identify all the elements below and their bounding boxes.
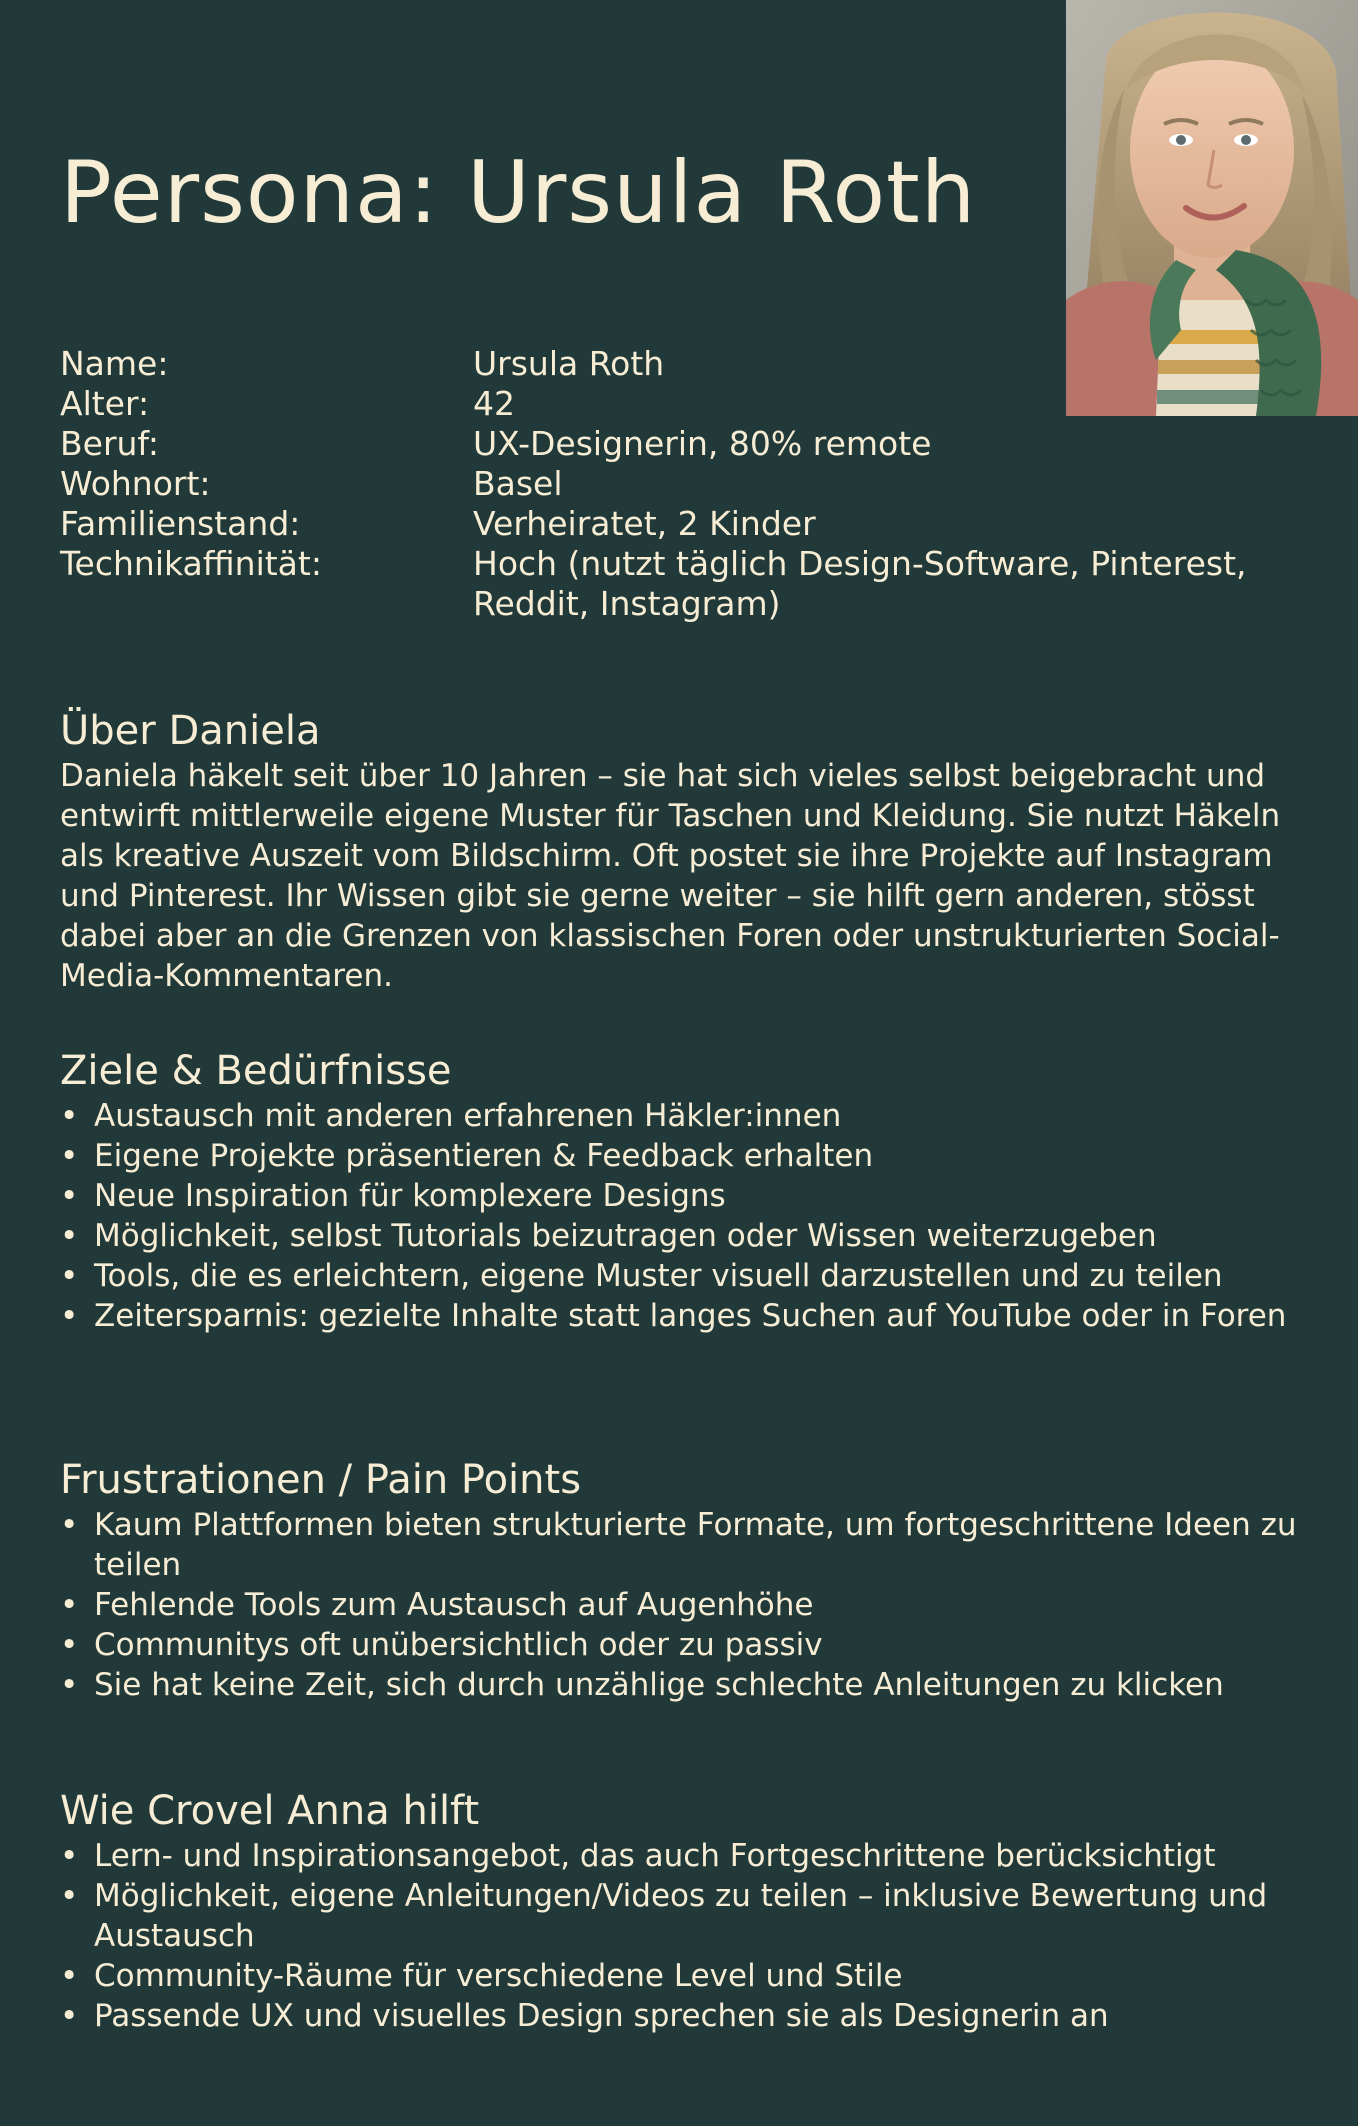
info-row-age xyxy=(60,384,1310,424)
info-row-tech xyxy=(60,544,1310,624)
about-section xyxy=(60,706,1310,996)
pains-list xyxy=(60,1505,1310,1705)
persona-info-table xyxy=(60,344,1310,624)
list-item: • Lern- und Inspirationsangebot, das auch Fortgeschrittene berücksichtigt xyxy=(60,1836,1310,1876)
pains-heading: Frustrationen / Pain Points xyxy=(60,1457,582,1503)
goals-heading: Ziele & Bedürfnisse xyxy=(60,1048,452,1094)
list-item: • Passende UX und visuelles Design sprechen sie als Designerin an xyxy=(60,1996,1310,2036)
info-value: Hoch (nutzt täglich Design-Software, Pinterest, Reddit, Instagram) xyxy=(473,544,1247,623)
list-item: • Sie hat keine Zeit, sich durch unzählige schlechte Anleitungen zu klicken xyxy=(60,1665,1310,1705)
info-label: Alter: xyxy=(60,384,150,423)
info-value: Ursula Roth xyxy=(473,344,665,383)
list-item: • Tools, die es erleichtern, eigene Muster visuell darzustellen und zu teilen xyxy=(60,1256,1310,1296)
info-value: UX-Designerin, 80% remote xyxy=(473,424,932,463)
list-item: • Möglichkeit, selbst Tutorials beizutragen oder Wissen weiterzugeben xyxy=(60,1216,1310,1256)
help-section xyxy=(60,1786,1310,2036)
list-item: • Community-Räume für verschiedene Level und Stile xyxy=(60,1956,1310,1996)
info-label: Technikaffinität: xyxy=(60,544,322,583)
info-label: Beruf: xyxy=(60,424,159,463)
list-item: • Neue Inspiration für komplexere Designs xyxy=(60,1176,1310,1216)
list-item: • Communitys oft unübersichtlich oder zu passiv xyxy=(60,1625,1310,1665)
list-item: • Eigene Projekte präsentieren & Feedback erhalten xyxy=(60,1136,1310,1176)
page-title: Persona: Ursula Roth xyxy=(60,143,977,243)
info-row-job xyxy=(60,424,1310,464)
goals-section xyxy=(60,1046,1310,1336)
help-heading: Wie Crovel Anna hilft xyxy=(60,1788,480,1834)
info-label: Name: xyxy=(60,344,169,383)
help-list xyxy=(60,1836,1310,2036)
info-row-name xyxy=(60,344,1310,384)
list-item: • Zeitersparnis: gezielte Inhalte statt langes Suchen auf YouTube oder in Foren xyxy=(60,1296,1310,1336)
info-label: Familienstand: xyxy=(60,504,301,543)
pains-section xyxy=(60,1455,1310,1705)
info-value: Verheiratet, 2 Kinder xyxy=(473,504,816,543)
about-heading: Über Daniela xyxy=(60,708,321,754)
info-label: Wohnort: xyxy=(60,464,211,503)
list-item: • Kaum Plattformen bieten strukturierte Formate, um fortgeschrittene Ideen zu teilen xyxy=(60,1505,1310,1585)
list-item: • Austausch mit anderen erfahrenen Häkler:innen xyxy=(60,1096,1310,1136)
list-item: • Möglichkeit, eigene Anleitungen/Videos zu teilen – inklusive Bewertung und Austausch xyxy=(60,1876,1310,1956)
info-row-family xyxy=(60,504,1310,544)
goals-list xyxy=(60,1096,1310,1336)
info-value: 42 xyxy=(473,384,515,423)
list-item: • Fehlende Tools zum Austausch auf Augenhöhe xyxy=(60,1585,1310,1625)
info-value: Basel xyxy=(473,464,563,503)
about-text: Daniela häkelt seit über 10 Jahren – sie hat sich vieles selbst beigebracht und entwirft mittlerweile eigene Muster für Taschen und Kleidung. Sie nutzt Häkeln als kreative Auszeit vom Bildschirm. Oft postet sie ihre Projekte auf Instagram und Pinterest. Ihr Wissen gibt sie gerne weiter – sie hilft gern anderen, stösst dabei aber an die Grenzen von klassischen Foren oder unstrukturierten Social-Media-Kommentaren. xyxy=(60,758,1281,994)
info-row-city xyxy=(60,464,1310,504)
